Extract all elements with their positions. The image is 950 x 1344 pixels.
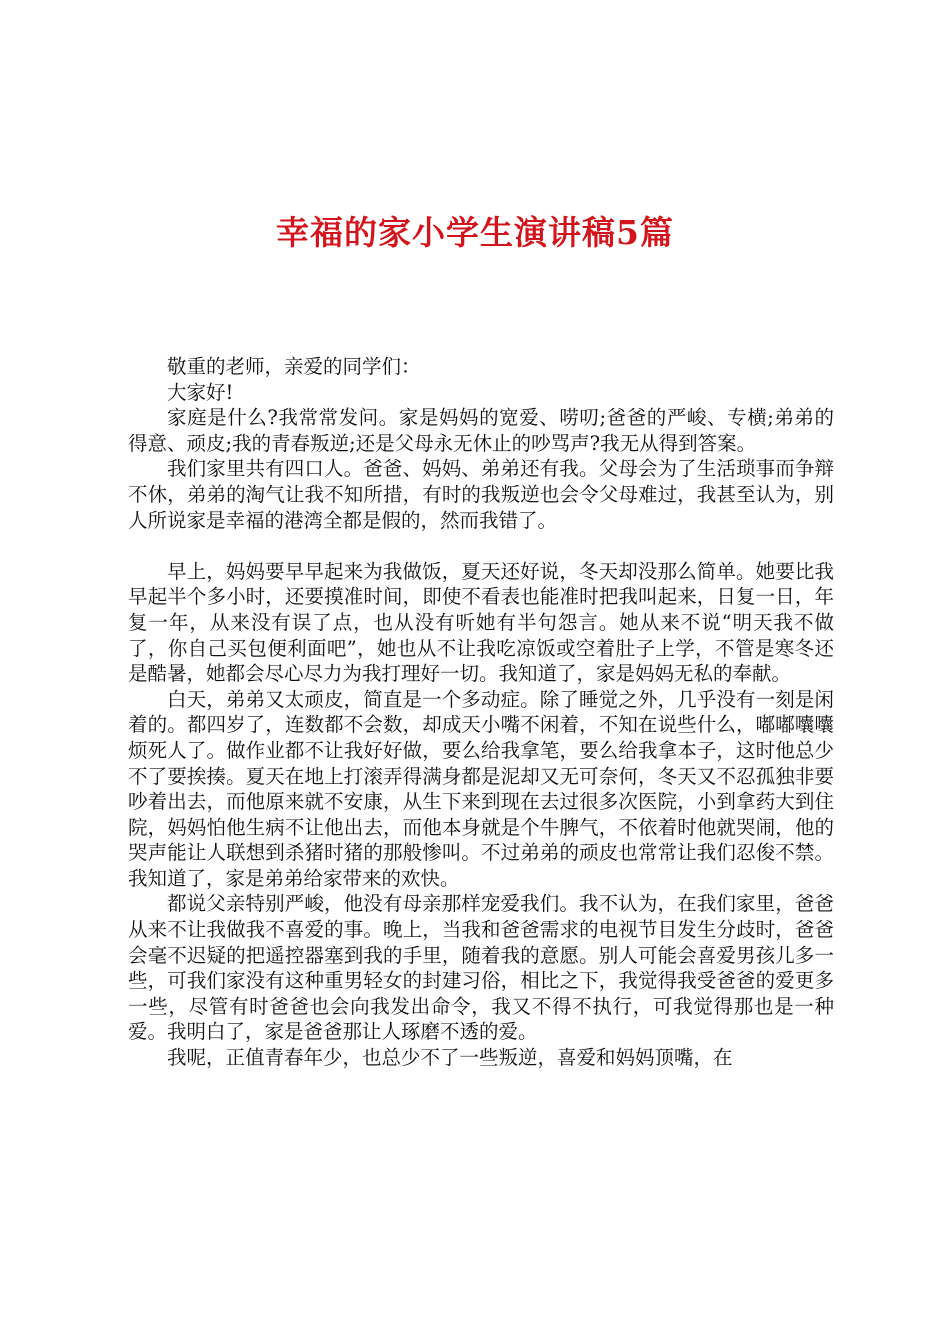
greeting: 大家好! [167, 380, 234, 404]
paragraph: 都说父亲特别严峻，他没有母亲那样宠爱我们。我不认为，在我们家里，爸爸从来不让我做我不喜爱的事。晚上，当我和爸爸需求的电视节目发生分歧时，爸爸会毫不迟疑的把遥控器塞到我的手里，随着我的意愿。别人可能会喜爱男孩儿多一些，可我们家没有这种重男轻女的封建习俗，相比之下，我觉得我受爸爸的爱更多一些，尽管有时爸爸也会向我发出命令，我又不得不执行，可我觉得那也是一种爱。我明白了，家是爸爸那让人琢磨不透的爱。 [128, 892, 834, 1044]
paragraph: 我们家里共有四口人。爸爸、妈妈、弟弟还有我。父母会为了生活琐事而争辩不休，弟弟的淘气让我不知所措，有时的我叛逆也会令父母难过，我甚至认为，别人所说家是幸福的港湾全都是假的，然而我错了。 [128, 457, 834, 532]
paragraph: 我呢，正值青春年少，也总少不了一些叛逆，喜爱和妈妈顶嘴，在 [167, 1046, 733, 1070]
paragraph: 家庭是什么?我常常发问。家是妈妈的宽爱、唠叨;爸爸的严峻、专横;弟弟的得意、顽皮;我的青春叛逆;还是父母永无休止的吵骂声?我无从得到答案。 [128, 406, 834, 455]
paragraph: 白天，弟弟又太顽皮，简直是一个多动症。除了睡觉之外，几乎没有一刻是闲着的。都四岁了，连数都不会数，却成天小嘴不闲着，不知在说些什么，嘟嘟囔囔烦死人了。做作业都不让我好好做，要么给我拿笔，要么给我拿本子，这时他总少不了要挨揍。夏天在地上打滚弄得满身都是泥却又无可奈何，冬天又不忍孤独非要吵着出去，而他原来就不安康，从生下来到现在去过很多次医院，小到拿药大到住院，妈妈怕他生病不让他出去，而他本身就是个牛脾气，不依着时他就哭闹，他的哭声能让人联想到杀猪时猪的那般惨叫。不过弟弟的顽皮也常常让我们忍俊不禁。我知道了，家是弟弟给家带来的欢快。 [128, 687, 834, 890]
document-title: 幸福的家小学生演讲稿5篇 [276, 213, 674, 252]
salutation: 敬重的老师，亲爱的同学们： [167, 355, 421, 378]
document-body [128, 354, 834, 1071]
paragraph: 早上，妈妈要早早起来为我做饭，夏天还好说，冬天却没那么简单。她要比我早起半个多小时，还要摸准时间，即使不看表也能准时把我叫起来，日复一日，年复一年，从来没有误了点，也从没有听她有半句怨言。她从来不说“明天我不做了，你自己买包便利面吧”，她也从不让我吃凉饭或空着肚子上学，不管是寒冬还是酷暑，她都会尽心尽力为我打理好一切。我知道了，家是妈妈无私的奉献。 [128, 559, 834, 686]
